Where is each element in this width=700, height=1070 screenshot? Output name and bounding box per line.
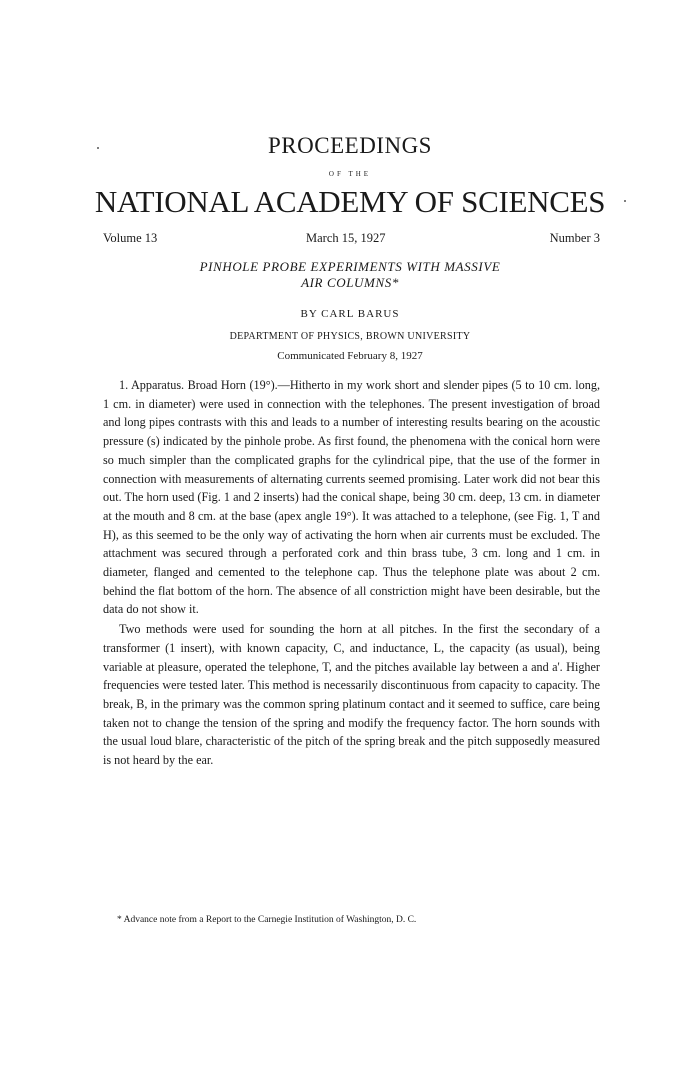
body-paragraph-1: 1. Apparatus. Broad Horn (19°).—Hitherto in my work short and slender pipes (5 to 10 cm. long, 1 cm. in diameter) were used in connection with the telephones. The present investigation of broad and long pipes contrasts with this and leads to a number of interesting results bearing on the acoustic pressure (s) indicated by the pinhole probe. As first found, the phenomena with the conical horn were so much simpler than the complicated graphs for the cylindrical pipe, that the use of the former in connection with measurements of alternating currents seemed promising. Later work did not bear this out. The horn used (Fig. 1 and 2 inserts) had the conical shape, being 30 cm. deep, 13 cm. in diameter at the mouth and 8 cm. at the base (apex angle 19°). It was attached to a telephone, (see Fig. 1, T and H), as this seemed to be the only way of activating the horn when air currents must be excluded. The attachment was secured through a perforated cork and thin brass tube, 3 cm. long and 1 cm. in diameter, flanged and cemented to the telephone cap. Thus the telephone plate was about 2 cm. behind the flat bottom of the horn. The absence of all constriction might have been desirable, but the data do not show it. — [103, 378, 600, 617]
article-title — [0, 259, 700, 291]
volume-label: Volume 13 — [103, 231, 158, 245]
journal-title-proceedings: PROCEEDINGS — [268, 133, 432, 158]
issue-date: March 15, 1927 — [306, 231, 386, 245]
author-affiliation: DEPARTMENT OF PHYSICS, BROWN UNIVERSITY — [229, 331, 471, 342]
article-body — [103, 376, 600, 770]
footnote: * Advance note from a Report to the Carnegie Institution of Washington, D. C. — [117, 915, 417, 925]
article-title-line1: PINHOLE PROBE EXPERIMENTS WITH MASSIVE — [199, 259, 501, 274]
scan-speck — [624, 200, 626, 202]
article-title-line2: AIR COLUMNS* — [301, 275, 399, 290]
article-author: BY CARL BARUS — [300, 308, 400, 320]
journal-title-academy: NATIONAL ACADEMY OF SCIENCES — [94, 184, 606, 219]
issue-number: Number 3 — [549, 231, 600, 245]
communicated-date: Communicated February 8, 1927 — [277, 350, 423, 362]
body-paragraph-2: Two methods were used for sounding the horn at all pitches. In the first the secondary of a transformer (1 insert), with known capacity, C, and inductance, L, the capacity (as usual), being variable at pleasure, operated the telephone, T, and the pitches available lay between a and a'. Higher frequencies were tested later. This method is necessarily discontinuous from capacity to capacity. The break, B, in the primary was the common spring platinum contact and it seemed to suffice, care being taken not to change the tension of the spring and modify the frequency factor. The horn sounds with the usual loud blare, characteristic of the pitch of the spring break and the pitch supposedly measured is not heard by the ear. — [103, 622, 600, 768]
journal-title-of-the: OF THE — [328, 170, 372, 178]
scan-speck — [97, 147, 99, 149]
